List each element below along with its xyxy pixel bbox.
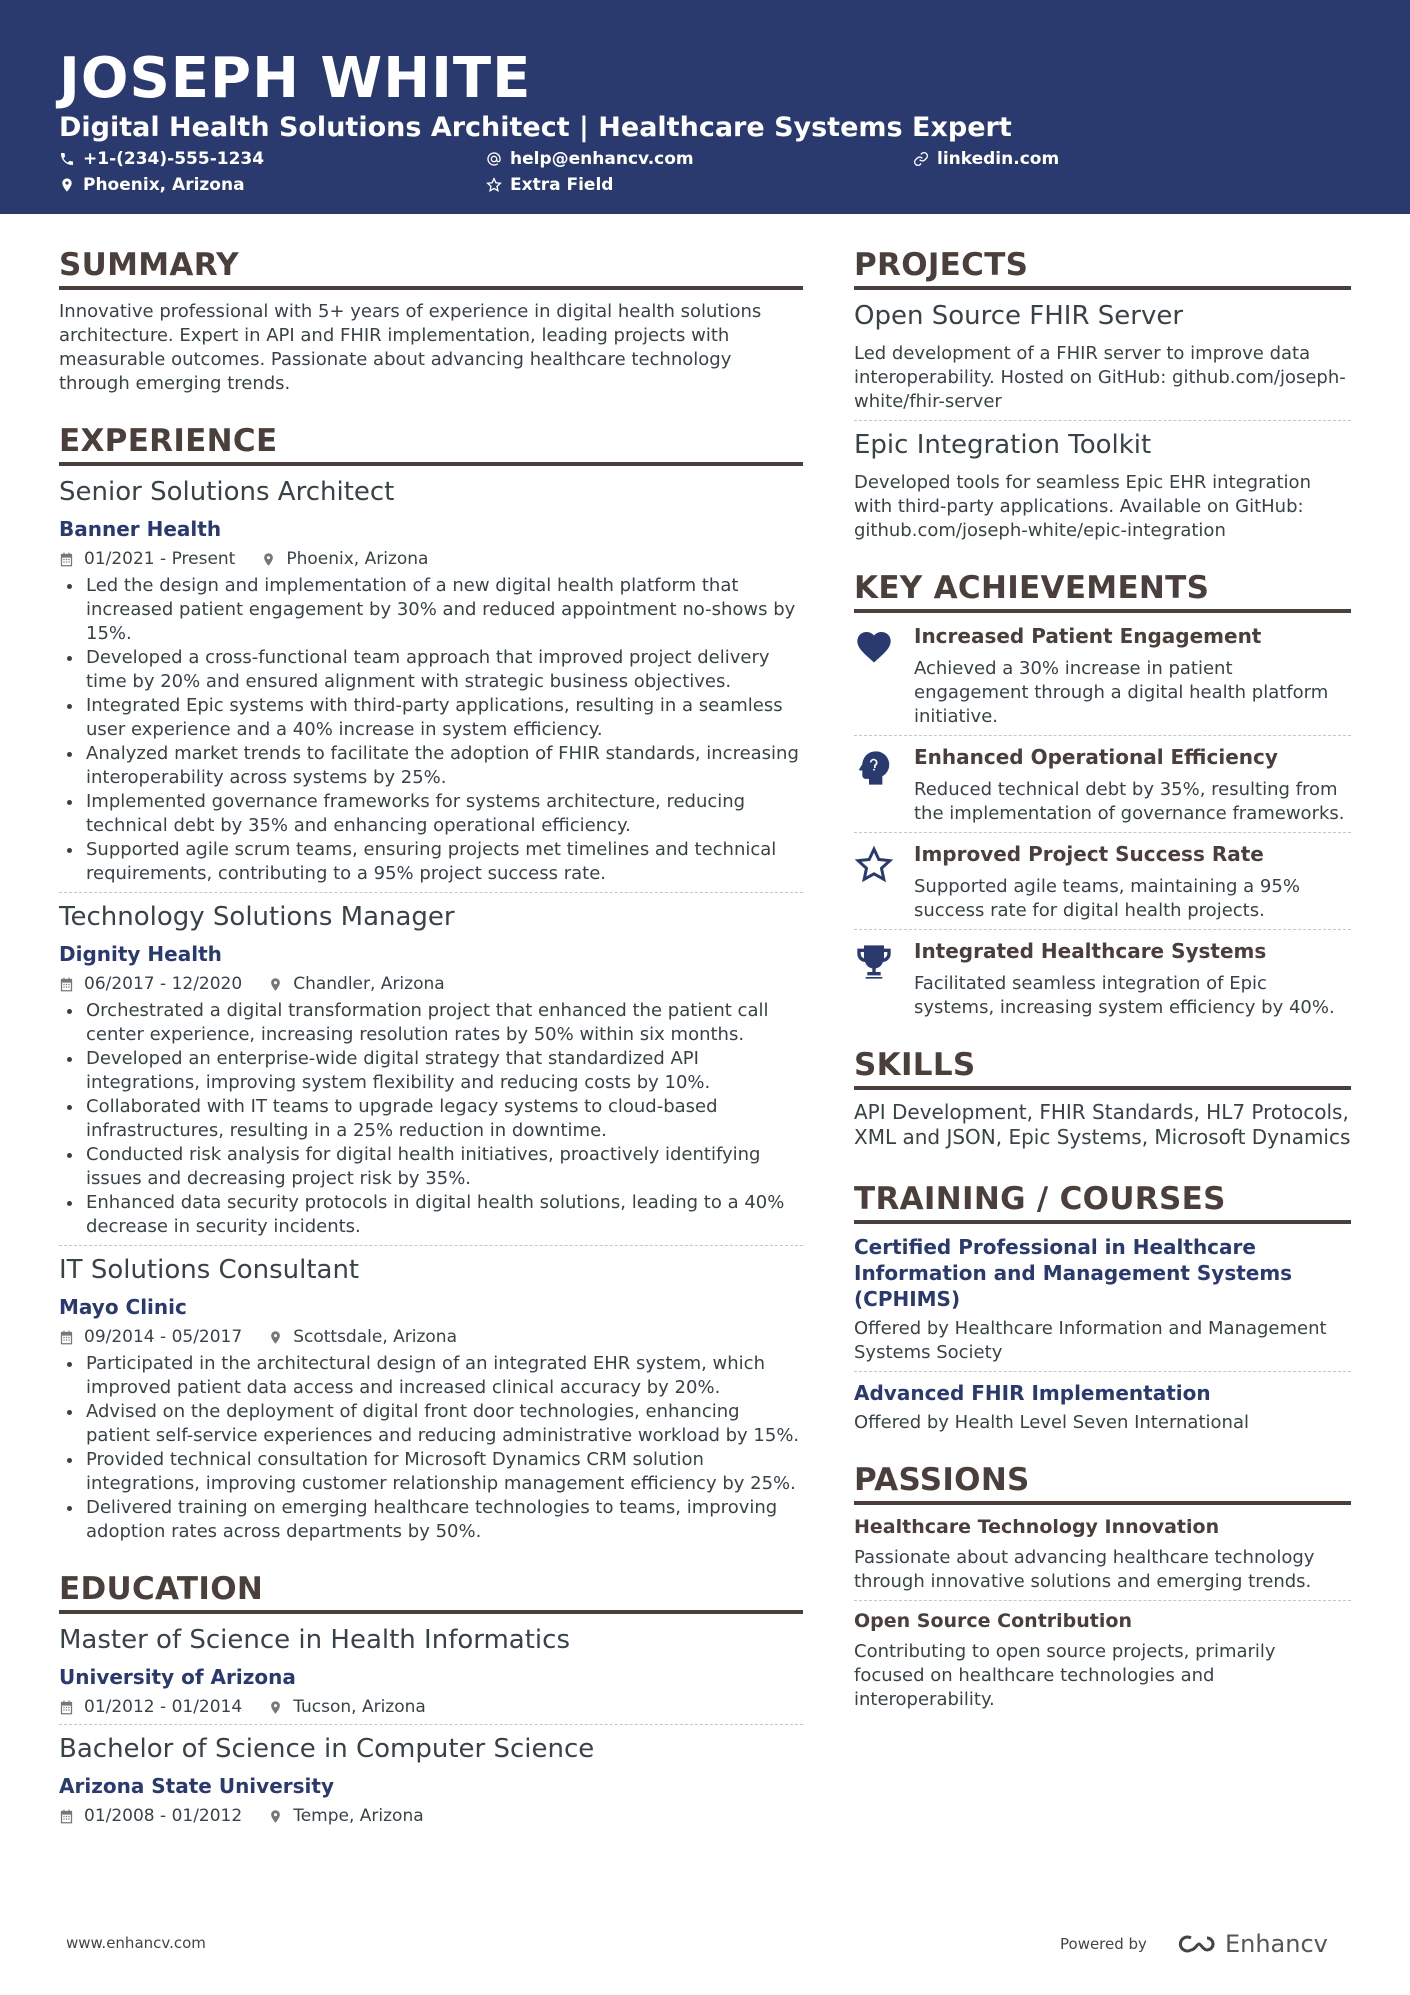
summary-heading: SUMMARY (59, 246, 803, 290)
achievement-item (854, 938, 1351, 1020)
projects-heading: PROJECTS (854, 246, 1351, 290)
project-title: Epic Integration Toolkit (854, 430, 1152, 460)
star-icon (854, 845, 894, 885)
job-location (268, 1326, 457, 1348)
course-entry (854, 1234, 1351, 1365)
trophy-icon (854, 942, 894, 982)
job-bullets (59, 999, 803, 1239)
achievement-title: Improved Project Success Rate (914, 842, 1264, 866)
left-column (59, 246, 803, 1827)
job-bullet: Participated in the architectural design of an integrated EHR system, which improved patient data access and increased clinical accuracy by 20%. (59, 1352, 803, 1400)
extra-text: Extra Field (510, 175, 614, 195)
passion-title: Healthcare Technology Innovation (854, 1516, 1220, 1538)
education-dates: 01/2008 - 01/2012 (84, 1806, 243, 1826)
achievement-item (854, 744, 1351, 826)
achievement-title: Enhanced Operational Efficiency (914, 745, 1278, 769)
divider (854, 832, 1351, 833)
job-meta (59, 548, 803, 570)
job-bullet: Enhanced data security protocols in digital health solutions, leading to a 40% decrease in security incidents. (59, 1191, 803, 1239)
project-desc: Developed tools for seamless Epic EHR integration with third-party applications. Available on GitHub: github.com/joseph-white/epic-integration (854, 472, 1311, 541)
calendar-icon (59, 1700, 74, 1715)
job-bullet: Conducted risk analysis for digital health initiatives, proactively identifying issues and decreasing project risk by 35%. (59, 1143, 803, 1191)
job-bullet: Provided technical consultation for Microsoft Dynamics CRM solution integrations, improving customer relationship management efficiency by 25%. (59, 1448, 803, 1496)
job-dates: 09/2014 - 05/2017 (84, 1327, 243, 1347)
divider (854, 1600, 1351, 1601)
passion-entry (854, 1515, 1351, 1594)
education-location-text: Tempe, Arizona (293, 1806, 424, 1826)
achievements-heading: KEY ACHIEVEMENTS (854, 569, 1351, 613)
experience-heading: EXPERIENCE (59, 422, 803, 466)
achievement-title: Integrated Healthcare Systems (914, 939, 1267, 963)
education-location (268, 1696, 426, 1718)
location-pin-icon (268, 1330, 283, 1345)
footer-website[interactable]: www.enhancv.com (66, 1934, 206, 1952)
candidate-title: Digital Health Solutions Architect | Healthcare Systems Expert (59, 112, 1012, 143)
project-title: Open Source FHIR Server (854, 301, 1184, 331)
course-title: Certified Professional in Healthcare Information and Management Systems (CPHIMS) (854, 1235, 1293, 1311)
calendar-icon (59, 1809, 74, 1824)
job-bullet: Analyzed market trends to facilitate the adoption of FHIR standards, increasing interoperability across systems by 25%. (59, 742, 803, 790)
phone-icon (59, 151, 75, 167)
skills-text: API Development, FHIR Standards, HL7 Protocols, XML and JSON, Epic Systems, Microsoft Dynamics (854, 1100, 1351, 1149)
job-bullet: Orchestrated a digital transformation project that enhanced the patient call center experience, increasing resolution rates by 50% within six months. (59, 999, 803, 1047)
job-title: IT Solutions Consultant (59, 1255, 360, 1285)
calendar-icon (59, 977, 74, 992)
achievement-title: Increased Patient Engagement (914, 624, 1262, 648)
star-outline-icon (486, 177, 502, 193)
job-bullet: Led the design and implementation of a new digital health platform that increased patient engagement by 30% and reduced appointment no-shows by 15%. (59, 574, 803, 646)
achievement-desc: Supported agile teams, maintaining a 95% success rate for digital health projects. (914, 876, 1300, 921)
education-meta (59, 1805, 803, 1827)
job-dates: 01/2021 - Present (84, 549, 236, 569)
job-entry (59, 901, 803, 1239)
at-icon (486, 151, 502, 167)
job-entry (59, 476, 803, 886)
passion-desc: Contributing to open source projects, primarily focused on healthcare technologies and interoperability. (854, 1641, 1276, 1710)
summary-text: Innovative professional with 5+ years of experience in digital health solutions architecture. Expert in API and FHIR implementation, leading projects with measurable outcomes. Passionate about advancing healthcare technology through emerging trends. (59, 301, 762, 394)
contact-extra (486, 174, 613, 196)
job-location-text: Phoenix, Arizona (286, 549, 429, 569)
job-entry (59, 1254, 803, 1544)
job-meta (59, 973, 803, 995)
education-degree: Bachelor of Science in Computer Science (59, 1734, 595, 1764)
job-bullet: Developed an enterprise-wide digital strategy that standardized API integrations, improving system flexibility and reducing costs by 10%. (59, 1047, 803, 1095)
achievement-desc: Reduced technical debt by 35%, resulting from the implementation of governance frameworks. (914, 779, 1345, 824)
location-pin-icon (261, 552, 276, 567)
course-desc: Offered by Healthcare Information and Management Systems Society (854, 1318, 1327, 1363)
job-bullet: Supported agile scrum teams, ensuring projects met timelines and technical requirements, contributing to a 95% project success rate. (59, 838, 803, 886)
location-pin-icon (268, 977, 283, 992)
course-title: Advanced FHIR Implementation (854, 1381, 1211, 1405)
project-desc: Led development of a FHIR server to improve data interoperability. Hosted on GitHub: github.com/joseph-white/fhir-server (854, 343, 1346, 412)
brand-logo (1173, 1930, 1328, 1958)
skills-heading: SKILLS (854, 1046, 1351, 1090)
achievement-desc: Achieved a 30% increase in patient engagement through a digital health platform initiative. (914, 658, 1329, 727)
training-heading: TRAINING / COURSES (854, 1180, 1351, 1224)
education-heading: EDUCATION (59, 1570, 803, 1614)
education-entry (59, 1733, 803, 1827)
powered-by-label: Powered by (1060, 1935, 1147, 1953)
job-location (261, 548, 428, 570)
course-desc: Offered by Health Level Seven International (854, 1412, 1249, 1433)
brand-name: Enhancv (1224, 1930, 1328, 1958)
divider (59, 1724, 803, 1725)
passions-heading: PASSIONS (854, 1461, 1351, 1505)
linkedin-text: linkedin.com (937, 149, 1060, 169)
education-school: University of Arizona (59, 1665, 296, 1689)
divider (854, 735, 1351, 736)
divider (854, 1371, 1351, 1372)
heart-icon (854, 627, 894, 667)
contact-email[interactable] (486, 148, 694, 170)
job-dates: 06/2017 - 12/2020 (84, 974, 243, 994)
job-meta (59, 1326, 803, 1348)
location-pin-icon (59, 177, 75, 193)
job-location-text: Scottsdale, Arizona (293, 1327, 457, 1347)
divider (59, 892, 803, 893)
calendar-icon (59, 1330, 74, 1345)
location-text: Phoenix, Arizona (83, 175, 245, 195)
phone-text: +1-(234)-555-1234 (83, 149, 265, 169)
course-entry (854, 1380, 1351, 1435)
education-location (268, 1805, 423, 1827)
passion-desc: Passionate about advancing healthcare technology through innovative solutions and emerging trends. (854, 1547, 1315, 1592)
education-school: Arizona State University (59, 1774, 334, 1798)
job-location (268, 973, 444, 995)
job-company: Dignity Health (59, 942, 222, 966)
email-text: help@enhancv.com (510, 149, 694, 169)
achievement-desc: Facilitated seamless integration of Epic systems, increasing system efficiency by 40%. (914, 973, 1335, 1018)
right-column (854, 246, 1351, 1712)
divider (59, 1245, 803, 1246)
location-pin-icon (268, 1700, 283, 1715)
job-bullet: Integrated Epic systems with third-party applications, resulting in a seamless user experience and a 40% increase in system efficiency. (59, 694, 803, 742)
job-bullet: Implemented governance frameworks for systems architecture, reducing technical debt by 35% and enhancing operational efficiency. (59, 790, 803, 838)
contact-location (59, 174, 245, 196)
head-idea-icon (854, 748, 894, 788)
job-title: Technology Solutions Manager (59, 902, 455, 932)
education-entry (59, 1624, 803, 1718)
candidate-name: JOSEPH WHITE (59, 46, 532, 111)
job-bullets (59, 1352, 803, 1544)
education-degree: Master of Science in Health Informatics (59, 1625, 570, 1655)
achievement-item (854, 841, 1351, 923)
job-bullet: Collaborated with IT teams to upgrade legacy systems to cloud-based infrastructures, resulting in a 25% reduction in downtime. (59, 1095, 803, 1143)
education-meta (59, 1696, 803, 1718)
job-company: Banner Health (59, 517, 222, 541)
job-bullets (59, 574, 803, 886)
project-entry (854, 429, 1351, 543)
calendar-icon (59, 552, 74, 567)
education-dates: 01/2012 - 01/2014 (84, 1697, 243, 1717)
divider (854, 420, 1351, 421)
location-pin-icon (268, 1809, 283, 1824)
education-location-text: Tucson, Arizona (293, 1697, 426, 1717)
divider (854, 929, 1351, 930)
resume-header (0, 0, 1410, 214)
job-bullet: Developed a cross-functional team approach that improved project delivery time by 20% and ensured alignment with strategic business objectives. (59, 646, 803, 694)
contact-phone[interactable] (59, 148, 264, 170)
enhancv-logo-icon (1173, 1933, 1217, 1955)
passion-entry (854, 1609, 1351, 1712)
contact-linkedin[interactable] (913, 148, 1059, 170)
job-bullet: Advised on the deployment of digital front door technologies, enhancing patient self-service experiences and reducing administrative workload by 15%. (59, 1400, 803, 1448)
achievement-item (854, 623, 1351, 729)
job-location-text: Chandler, Arizona (293, 974, 445, 994)
project-entry (854, 300, 1351, 414)
link-icon (913, 151, 929, 167)
job-company: Mayo Clinic (59, 1295, 187, 1319)
job-title: Senior Solutions Architect (59, 477, 395, 507)
passion-title: Open Source Contribution (854, 1610, 1132, 1632)
footer-powered-by[interactable] (1060, 1930, 1328, 1958)
job-bullet: Delivered training on emerging healthcare technologies to teams, improving adoption rates across departments by 50%. (59, 1496, 803, 1544)
